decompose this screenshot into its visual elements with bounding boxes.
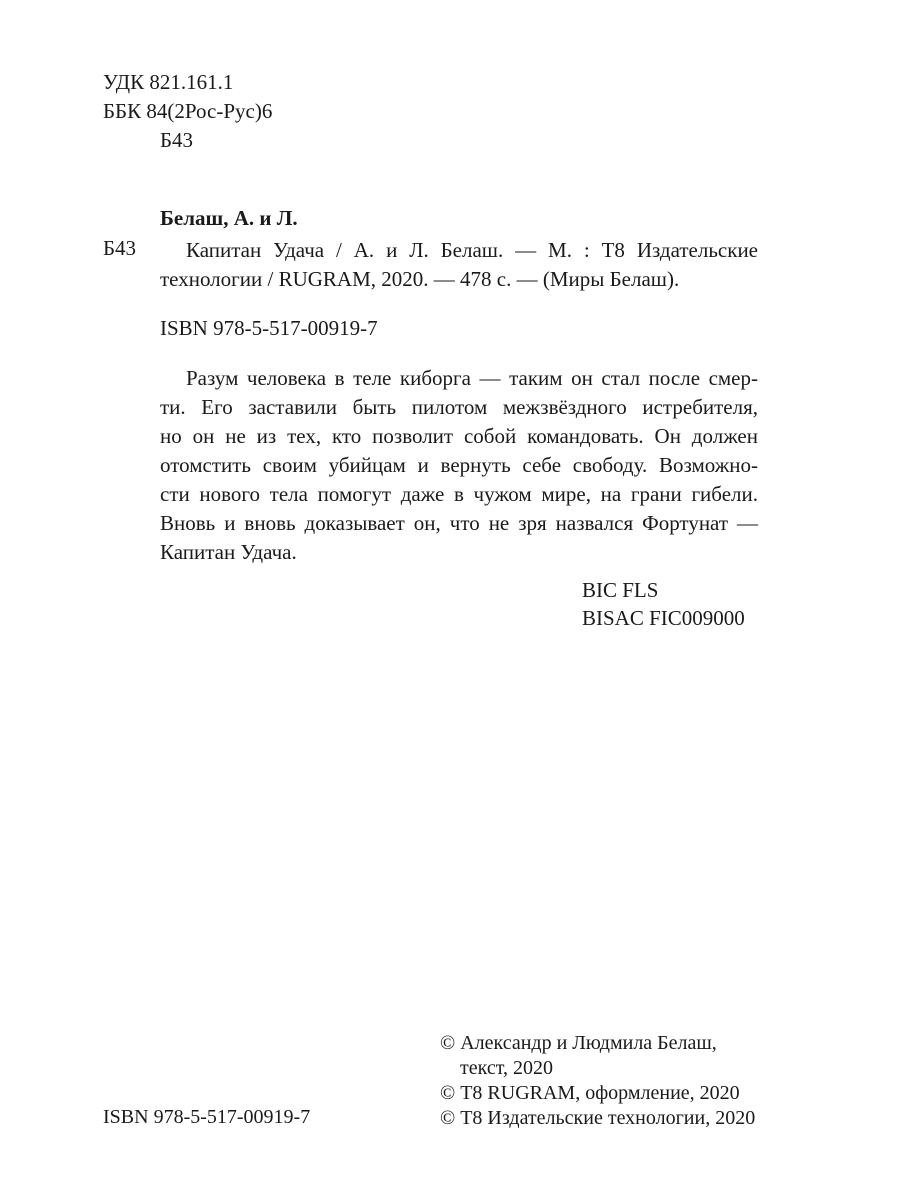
author-mark: Б43 xyxy=(160,128,194,152)
biblio-line: технологии / RUGRAM, 2020. — 478 с. — (Миры Белаш). xyxy=(160,267,680,291)
bic-code: BIC FLS xyxy=(582,578,659,602)
copyright-block xyxy=(440,1031,770,1131)
bibliographic-description xyxy=(160,236,758,294)
isbn-entry: ISBN 978-5-517-00919-7 xyxy=(160,316,378,340)
author-name: Белаш, А. и Л. xyxy=(160,206,298,230)
biblio-line: Капитан Удача / А. и Л. Белаш. — М. : Т8 Издательские xyxy=(186,238,758,262)
annotation-line: ти. Его заставили быть пилотом межзвёздного истребителя, xyxy=(160,395,758,419)
author-mark-entry: Б43 xyxy=(103,236,137,260)
bisac-code: BISAC FIC009000 xyxy=(582,606,745,630)
copyright-line: © Т8 Издательские технологии, 2020 xyxy=(440,1107,756,1129)
annotation-line: отомстить своим убийцам и вернуть себе свободу. Возможно- xyxy=(160,453,758,477)
bbk-code: ББК 84(2Рос-Рус)6 xyxy=(103,99,273,123)
annotation-line: но он не из тех, кто позволит собой командовать. Он должен xyxy=(160,424,758,448)
annotation-line: сти нового тела помогут даже в чужом мире, на грани гибели. xyxy=(160,482,758,506)
copyright-line: текст, 2020 xyxy=(460,1057,553,1079)
isbn-footer: ISBN 978-5-517-00919-7 xyxy=(103,1106,311,1128)
annotation-line: Вновь и вновь доказывает он, что не зря назвался Фортунат — xyxy=(160,511,758,535)
copyright-line: © Т8 RUGRAM, оформление, 2020 xyxy=(440,1082,740,1104)
udk-code: УДК 821.161.1 xyxy=(103,70,234,94)
annotation xyxy=(160,364,758,567)
annotation-line: Капитан Удача. xyxy=(160,540,297,564)
copyright-line: © Александр и Людмила Белаш, xyxy=(440,1032,717,1054)
annotation-line: Разум человека в теле киборга — таким он стал после смер- xyxy=(186,366,758,390)
